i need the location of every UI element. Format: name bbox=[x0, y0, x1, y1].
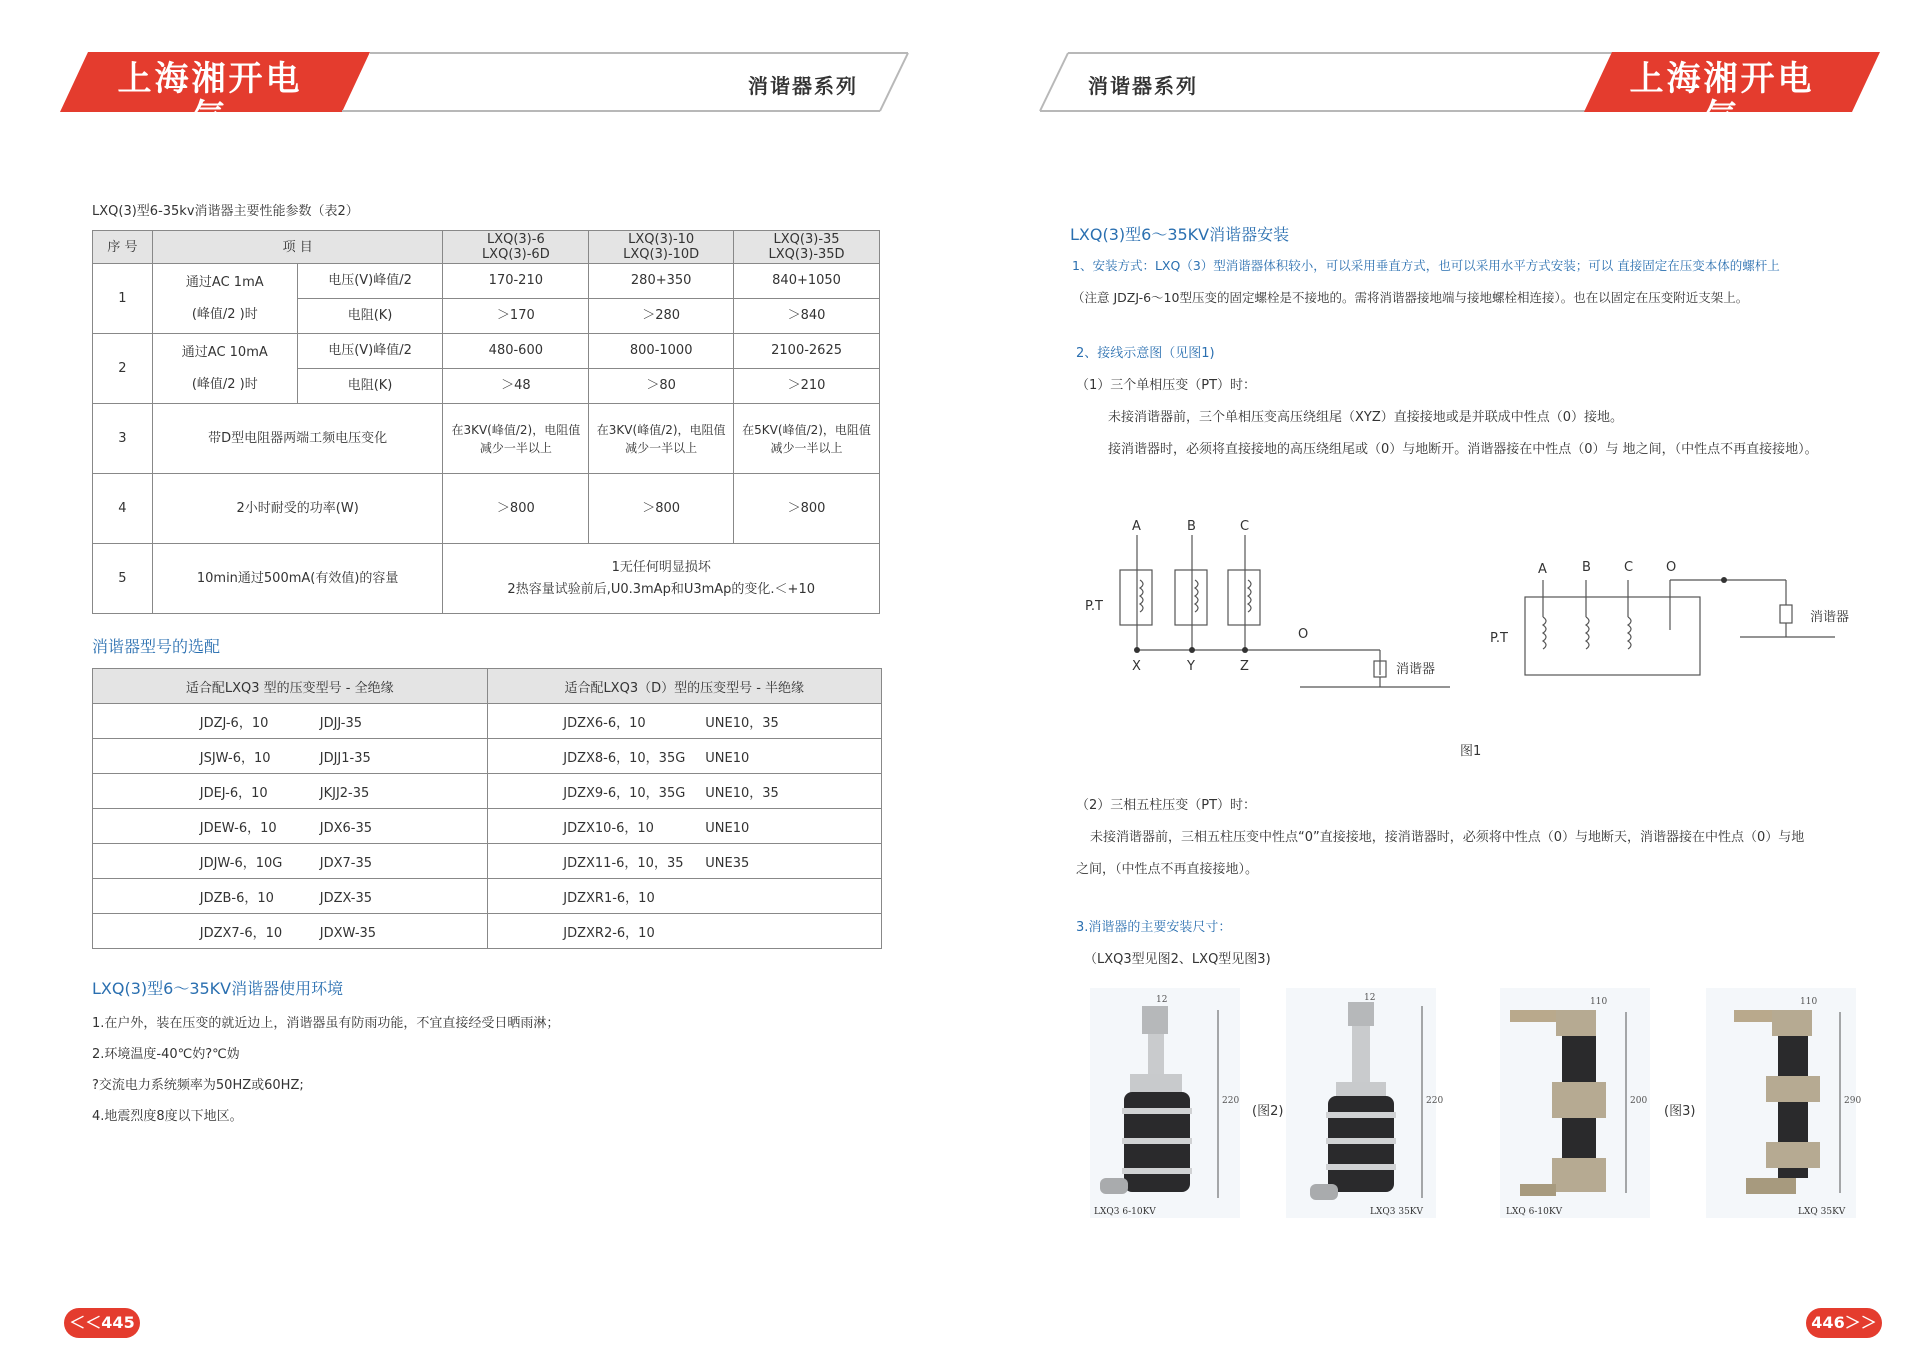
photo-caption: LXQ3 6-10KV bbox=[1094, 1207, 1156, 1217]
dim-top: 12 bbox=[1364, 993, 1376, 1003]
condition-line: (峰值/2 )时 bbox=[191, 306, 258, 322]
model-name: JDJW-6，10G bbox=[199, 855, 283, 871]
diagram-label: P.T bbox=[1490, 631, 1508, 646]
dim-side: 220 bbox=[1426, 1096, 1444, 1106]
table1-title: LXQ(3)型6-35kv消谐器主要性能参数（表2） bbox=[92, 204, 359, 219]
photo-caption: LXQ3 35KV bbox=[1370, 1207, 1424, 1217]
brand-name-en: YANGZHOU FUYI SWITCH bbox=[1619, 136, 1825, 147]
condition-line: 通过AC 1mA bbox=[185, 274, 264, 290]
table-row bbox=[93, 879, 882, 914]
cell-value: ＞840 bbox=[734, 299, 880, 334]
wiring-case1-line: 未接消谐器前，三个单相压变高压绕组尾（XYZ）直接接地或是并联成中性点（0）接地。 bbox=[1108, 410, 1624, 425]
model-name: JDX6-35 bbox=[319, 820, 373, 836]
row-no: 2 bbox=[93, 334, 153, 404]
wiring-case2-title: （2）三相五柱压变（PT）时： bbox=[1076, 798, 1257, 813]
wiring-case2-line: 之间，（中性点不再直接接地）。 bbox=[1076, 862, 1259, 877]
cell-value: 480-600 bbox=[443, 334, 589, 369]
install-size-note: （LXQ3型见图2、LXQ型见图3) bbox=[1084, 952, 1271, 967]
table-row bbox=[93, 334, 880, 369]
dim-top: 110 bbox=[1800, 997, 1818, 1007]
table-row bbox=[93, 914, 882, 949]
value-line: 2热容量试验前后,U0.3mAp和U3mAp的变化.＜+10 bbox=[507, 581, 815, 597]
diagram-label: C bbox=[1624, 560, 1634, 575]
cell-value: ＞80 bbox=[589, 369, 734, 404]
cell-models bbox=[487, 914, 881, 949]
environment-line: 1.在户外，装在压变的就近边上，消谐器虽有防雨功能，不宜直接经受日晒雨淋； bbox=[92, 1016, 560, 1031]
cell-value: ＞48 bbox=[443, 369, 589, 404]
photo-caption: LXQ 6-10KV bbox=[1506, 1207, 1563, 1217]
row-no: 5 bbox=[93, 544, 153, 614]
table-row bbox=[93, 844, 882, 879]
row-subitem: 电阻(K) bbox=[297, 299, 443, 334]
model-name: JDEJ-6，10 bbox=[199, 785, 268, 801]
brand-name-en: YANGZHOU FUYI SWITCH bbox=[107, 136, 313, 147]
photo-lxq-35kv bbox=[1706, 988, 1862, 1218]
model-name: JSJW-6，10 bbox=[199, 750, 271, 766]
cell-value: ＞280 bbox=[589, 299, 734, 334]
environment-line: ?交流电力系统频率为50HZ或60HZ; bbox=[92, 1078, 304, 1093]
photo-caption: LXQ 35KV bbox=[1798, 1207, 1846, 1217]
value-line: 1无任何明显损坏 bbox=[611, 559, 711, 575]
model-name: JDZX7-6，10 bbox=[199, 925, 283, 941]
col-half-insulation: 适合配LXQ3（D）型的压变型号 - 半绝缘 bbox=[487, 669, 881, 704]
cell-models bbox=[93, 809, 488, 844]
row-subitem: 电压(V)峰值/2 bbox=[297, 264, 443, 299]
table-row bbox=[93, 474, 880, 544]
row-item: 10min通过500mA(有效值)的容量 bbox=[152, 544, 443, 614]
model-name: UNE10 bbox=[705, 750, 750, 766]
model-name: JDZB-6，10 bbox=[199, 890, 274, 906]
environment-line: 4.地震烈度8度以下地区。 bbox=[92, 1109, 243, 1124]
wiring-diagram-five-column bbox=[1490, 555, 1870, 695]
right-series-title: 消谐器系列 bbox=[1088, 74, 1198, 98]
brand-name-cn: 上海湘开电气 bbox=[1629, 59, 1815, 137]
diagram-label: B bbox=[1582, 560, 1591, 575]
cell-value: 在5KV(峰值/2)，电阻值 减少一半以上 bbox=[734, 404, 880, 474]
photo-lxq3-35kv bbox=[1286, 988, 1444, 1218]
dim-top: 110 bbox=[1590, 997, 1608, 1007]
dim-top: 12 bbox=[1156, 995, 1168, 1005]
model-name: JDZXR2-6，10 bbox=[563, 925, 655, 941]
row-item: 带D型电阻器两端工频电压变化 bbox=[152, 404, 443, 474]
cell-models bbox=[93, 774, 488, 809]
wiring-diagram-single-phase bbox=[1080, 515, 1460, 705]
model-name: JDZX8-6，10，35G bbox=[563, 750, 686, 766]
cell-models bbox=[93, 739, 488, 774]
model-name: UNE10 bbox=[705, 820, 750, 836]
row-no: 1 bbox=[93, 264, 153, 334]
page-number-right[interactable]: 446＞＞ bbox=[1806, 1308, 1882, 1338]
dim-side: 200 bbox=[1630, 1096, 1648, 1106]
photo-lxq3-6-10kv bbox=[1090, 988, 1240, 1218]
model-name: JDXW-35 bbox=[319, 925, 377, 941]
cell-value: 在3KV(峰值/2)，电阻值 减少一半以上 bbox=[589, 404, 734, 474]
install-method-line: （注意 JDZJ-6～10型压变的固定螺栓是不接地的。需将消谐器接地端与接地螺栓相连接）。也在以固定在压变附近支架上。 bbox=[1072, 290, 1749, 305]
cell-value: ＞800 bbox=[443, 474, 589, 544]
cell-value bbox=[443, 544, 880, 614]
table-header-row bbox=[93, 669, 882, 704]
model-name: JDZX11-6，10，35 bbox=[563, 855, 684, 871]
figure2-caption: (图2) bbox=[1252, 1104, 1284, 1119]
diagram-label: 消谐器 bbox=[1810, 610, 1850, 625]
table-row bbox=[93, 264, 880, 299]
wiring-title: 2、接线示意图（见图1) bbox=[1076, 346, 1215, 361]
cell-models bbox=[93, 844, 488, 879]
cell-value: 在3KV(峰值/2)，电阻值 减少一半以上 bbox=[443, 404, 589, 474]
diagram-label: C bbox=[1240, 519, 1250, 534]
environment-title: LXQ(3)型6～35KV消谐器使用环境 bbox=[92, 979, 344, 998]
diagram-label: P.T bbox=[1085, 599, 1103, 614]
model-name: UNE35 bbox=[705, 855, 750, 871]
figure3-caption: (图3) bbox=[1664, 1104, 1696, 1119]
table-header-row bbox=[93, 231, 880, 264]
photo-lxq-6-10kv bbox=[1500, 988, 1650, 1218]
diagram-label: O bbox=[1298, 627, 1309, 642]
row-condition bbox=[152, 334, 297, 404]
cell-models bbox=[487, 879, 881, 914]
diagram-label: Z bbox=[1240, 659, 1249, 674]
performance-table bbox=[92, 230, 880, 614]
table-row bbox=[93, 774, 882, 809]
table-row bbox=[93, 704, 882, 739]
install-title: LXQ(3)型6～35KV消谐器安装 bbox=[1070, 225, 1290, 244]
cell-value: 840+1050 bbox=[734, 264, 880, 299]
col-no: 序 号 bbox=[93, 231, 153, 264]
cell-value: 800-1000 bbox=[589, 334, 734, 369]
col-item: 项 目 bbox=[152, 231, 443, 264]
wiring-case2-line: 未接消谐器前，三相五柱压变中性点“0”直接接地，接消谐器时，必须将中性点（0）与地断天，消谐器接在中性点（0）与地 bbox=[1090, 830, 1805, 845]
row-condition bbox=[152, 264, 297, 334]
table-row bbox=[93, 544, 880, 614]
model-name: JDX7-35 bbox=[319, 855, 373, 871]
left-series-title: 消谐器系列 bbox=[748, 74, 858, 98]
col-full-insulation: 适合配LXQ3 型的压变型号 - 全绝缘 bbox=[93, 669, 488, 704]
right-brand-logo bbox=[1612, 60, 1832, 148]
table-row bbox=[93, 809, 882, 844]
row-no: 4 bbox=[93, 474, 153, 544]
diagram-label: A bbox=[1538, 562, 1547, 577]
install-method-line: 1、安装方式：LXQ（3）型消谐器体积较小，可以采用垂直方式，也可以采用水平方式安装；可以 直接固定在压变本体的螺杆上 bbox=[1072, 258, 1780, 273]
model-name: JDEW-6，10 bbox=[199, 820, 277, 836]
cell-value: ＞800 bbox=[589, 474, 734, 544]
condition-line: 通过AC 10mA bbox=[181, 344, 268, 360]
table2-title: 消谐器型号的选配 bbox=[92, 637, 221, 656]
diagram-label: Y bbox=[1187, 659, 1195, 674]
brand-name-cn: 上海湘开电气 bbox=[117, 59, 303, 137]
diagram-label: B bbox=[1187, 519, 1196, 534]
model-selection-table bbox=[92, 668, 882, 949]
install-size-title: 3.消谐器的主要安装尺寸： bbox=[1076, 920, 1232, 935]
cell-models bbox=[487, 739, 881, 774]
model-name: JKJJ2-35 bbox=[319, 785, 370, 801]
cell-value: 170-210 bbox=[443, 264, 589, 299]
col-model-10: LXQ(3)-10 LXQ(3)-10D bbox=[589, 231, 734, 264]
cell-models bbox=[93, 914, 488, 949]
cell-value: 280+350 bbox=[589, 264, 734, 299]
cell-value: ＞800 bbox=[734, 474, 880, 544]
figure1-caption: 图1 bbox=[1460, 744, 1482, 759]
row-subitem: 电压(V)峰值/2 bbox=[297, 334, 443, 369]
cell-models bbox=[93, 704, 488, 739]
model-name: JDZJ-6，10 bbox=[199, 715, 269, 731]
model-name: UNE10，35 bbox=[705, 785, 779, 801]
cell-models bbox=[93, 879, 488, 914]
cell-value: ＞170 bbox=[443, 299, 589, 334]
model-name: JDJJ-35 bbox=[319, 715, 363, 731]
diagram-label: O bbox=[1666, 560, 1677, 575]
model-name: JDZX-35 bbox=[319, 890, 372, 906]
diagram-label: X bbox=[1132, 659, 1141, 674]
cell-value: 2100-2625 bbox=[734, 334, 880, 369]
model-name: JDZXR1-6，10 bbox=[563, 890, 655, 906]
row-no: 3 bbox=[93, 404, 153, 474]
table-row bbox=[93, 739, 882, 774]
diagram-label: A bbox=[1132, 519, 1141, 534]
row-item: 2小时耐受的功率(W) bbox=[152, 474, 443, 544]
col-model-35: LXQ(3)-35 LXQ(3)-35D bbox=[734, 231, 880, 264]
model-name: JDZX6-6，10 bbox=[563, 715, 646, 731]
wiring-case1-line: 接消谐器时，必须将直接接地的高压绕组尾或（0）与地断开。消谐器接在中性点（0）与 地之间，（中性点不再直接接地）。 bbox=[1108, 442, 1818, 457]
environment-line: 2.环境温度-40℃妁?℃妫 bbox=[92, 1047, 240, 1062]
cell-models bbox=[487, 844, 881, 879]
col-model-6: LXQ(3)-6 LXQ(3)-6D bbox=[443, 231, 589, 264]
row-subitem: 电阻(K) bbox=[297, 369, 443, 404]
cell-models bbox=[487, 774, 881, 809]
model-name: JDJJ1-35 bbox=[319, 750, 371, 766]
dim-side: 290 bbox=[1844, 1096, 1862, 1106]
cell-models bbox=[487, 704, 881, 739]
model-name: JDZX10-6，10 bbox=[563, 820, 654, 836]
cell-models bbox=[487, 809, 881, 844]
dim-side: 220 bbox=[1222, 1096, 1240, 1106]
cell-value: ＞210 bbox=[734, 369, 880, 404]
model-name: JDZX9-6，10，35G bbox=[563, 785, 686, 801]
condition-line: (峰值/2 )时 bbox=[191, 376, 258, 392]
diagram-label: 消谐器 bbox=[1396, 662, 1436, 677]
table-row bbox=[93, 404, 880, 474]
page-number-left[interactable]: ＜＜445 bbox=[64, 1308, 140, 1338]
left-brand-logo bbox=[100, 60, 320, 148]
model-name: UNE10，35 bbox=[705, 715, 779, 731]
wiring-case1-title: （1）三个单相压变（PT）时： bbox=[1076, 378, 1257, 393]
